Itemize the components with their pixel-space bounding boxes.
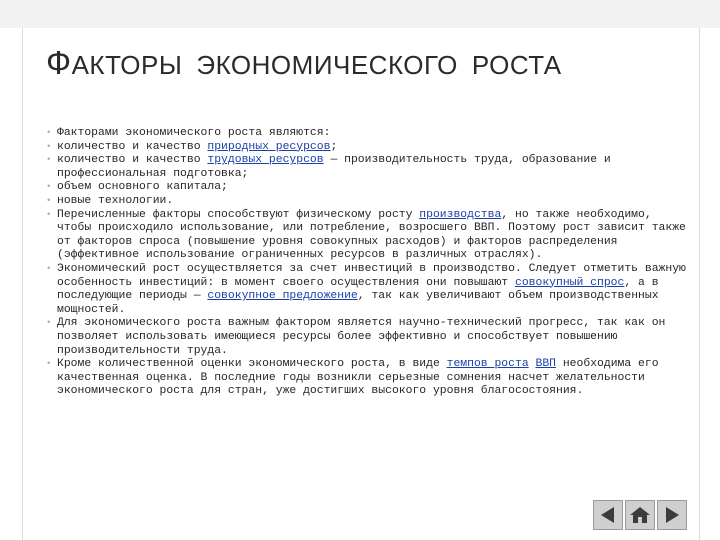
bullet-text: , но также необходимо, чтобы происходило использование, или потребление, возросшего ВВП. Поэтому рост зависит также от факторов спроса (повышение уровня совокупных расходов) и факторов распределения (эффективное использование ограниченных ресурсов в различных отраслях).: [57, 208, 686, 262]
top-band: [0, 0, 720, 28]
bullet-text: , так как увеличивают объем производственных мощностей.: [57, 290, 659, 316]
bullet-item: [46, 154, 686, 181]
bullet-item: [46, 181, 686, 195]
next-slide-button[interactable]: [657, 500, 687, 530]
bullet-item: [46, 141, 686, 155]
bullet-item: [46, 209, 686, 263]
bullet-link[interactable]: темпов роста: [446, 358, 529, 371]
bullet-link[interactable]: совокупное предложение: [207, 290, 358, 303]
bullet-item: [46, 127, 686, 141]
bullet-link[interactable]: совокупный спрос: [514, 276, 625, 289]
bullet-text: , а в последующие периоды —: [57, 276, 659, 303]
bullet-text: ;: [330, 140, 338, 153]
title-first-letter: Ф: [46, 44, 72, 81]
bullet-item: [46, 195, 686, 209]
title-word-1: АКТОРЫ: [71, 50, 183, 80]
home-slide-button[interactable]: [625, 500, 655, 530]
title-word-3: РОСТА: [471, 50, 562, 80]
bullet-text: [529, 358, 536, 370]
bullet-text: Кроме количественной оценки экономического роста, в виде: [57, 358, 447, 371]
bullet-list: [46, 127, 686, 399]
triangle-right-icon: [662, 505, 682, 525]
bullet-item: [46, 317, 686, 358]
bullet-text: Для экономического роста важным фактором является научно-технический прогресс, так как он позволяет использовать имеющиеся ресурсы более эффективно и способствует повышению производительности труда.: [57, 317, 666, 357]
bullet-link[interactable]: ВВП: [535, 358, 557, 371]
bullet-text: необходима его качественная оценка. В последние годы возникли серьезные сомнения насчет желательности экономического роста для стран, уже достигших высокого уровня благосостояния.: [57, 358, 659, 398]
bullet-item: [46, 358, 686, 399]
bullet-text: новые технологии.: [57, 194, 174, 207]
triangle-left-icon: [598, 505, 618, 525]
home-icon: [629, 505, 651, 525]
bullet-text: Экономический рост осуществляется за счет инвестиций в производство. Следует отметить важную особенность инвестиций: в момент своего осуществления они повышают: [57, 262, 686, 289]
bullet-text: Факторами экономического роста являются:: [57, 127, 331, 139]
bullet-text: количество и качество: [57, 154, 208, 167]
bullet-item: [46, 263, 686, 317]
bullet-text: — производительность труда, образование и профессиональная подготовка;: [57, 154, 611, 180]
bullet-link[interactable]: производства: [419, 208, 502, 221]
bullet-link[interactable]: трудовых ресурсов: [207, 154, 324, 167]
bullet-link[interactable]: природных ресурсов: [207, 140, 331, 153]
previous-slide-button[interactable]: [593, 500, 623, 530]
slide-navigation: [593, 500, 687, 530]
bullet-text: объем основного капитала;: [57, 181, 228, 194]
bullet-text: количество и качество: [57, 140, 208, 153]
title-word-2: ЭКОНОМИЧЕСКОГО: [196, 50, 458, 80]
slide-body: [46, 127, 686, 399]
slide-title: [46, 44, 562, 82]
bullet-text: Перечисленные факторы способствуют физическому росту: [57, 208, 420, 221]
